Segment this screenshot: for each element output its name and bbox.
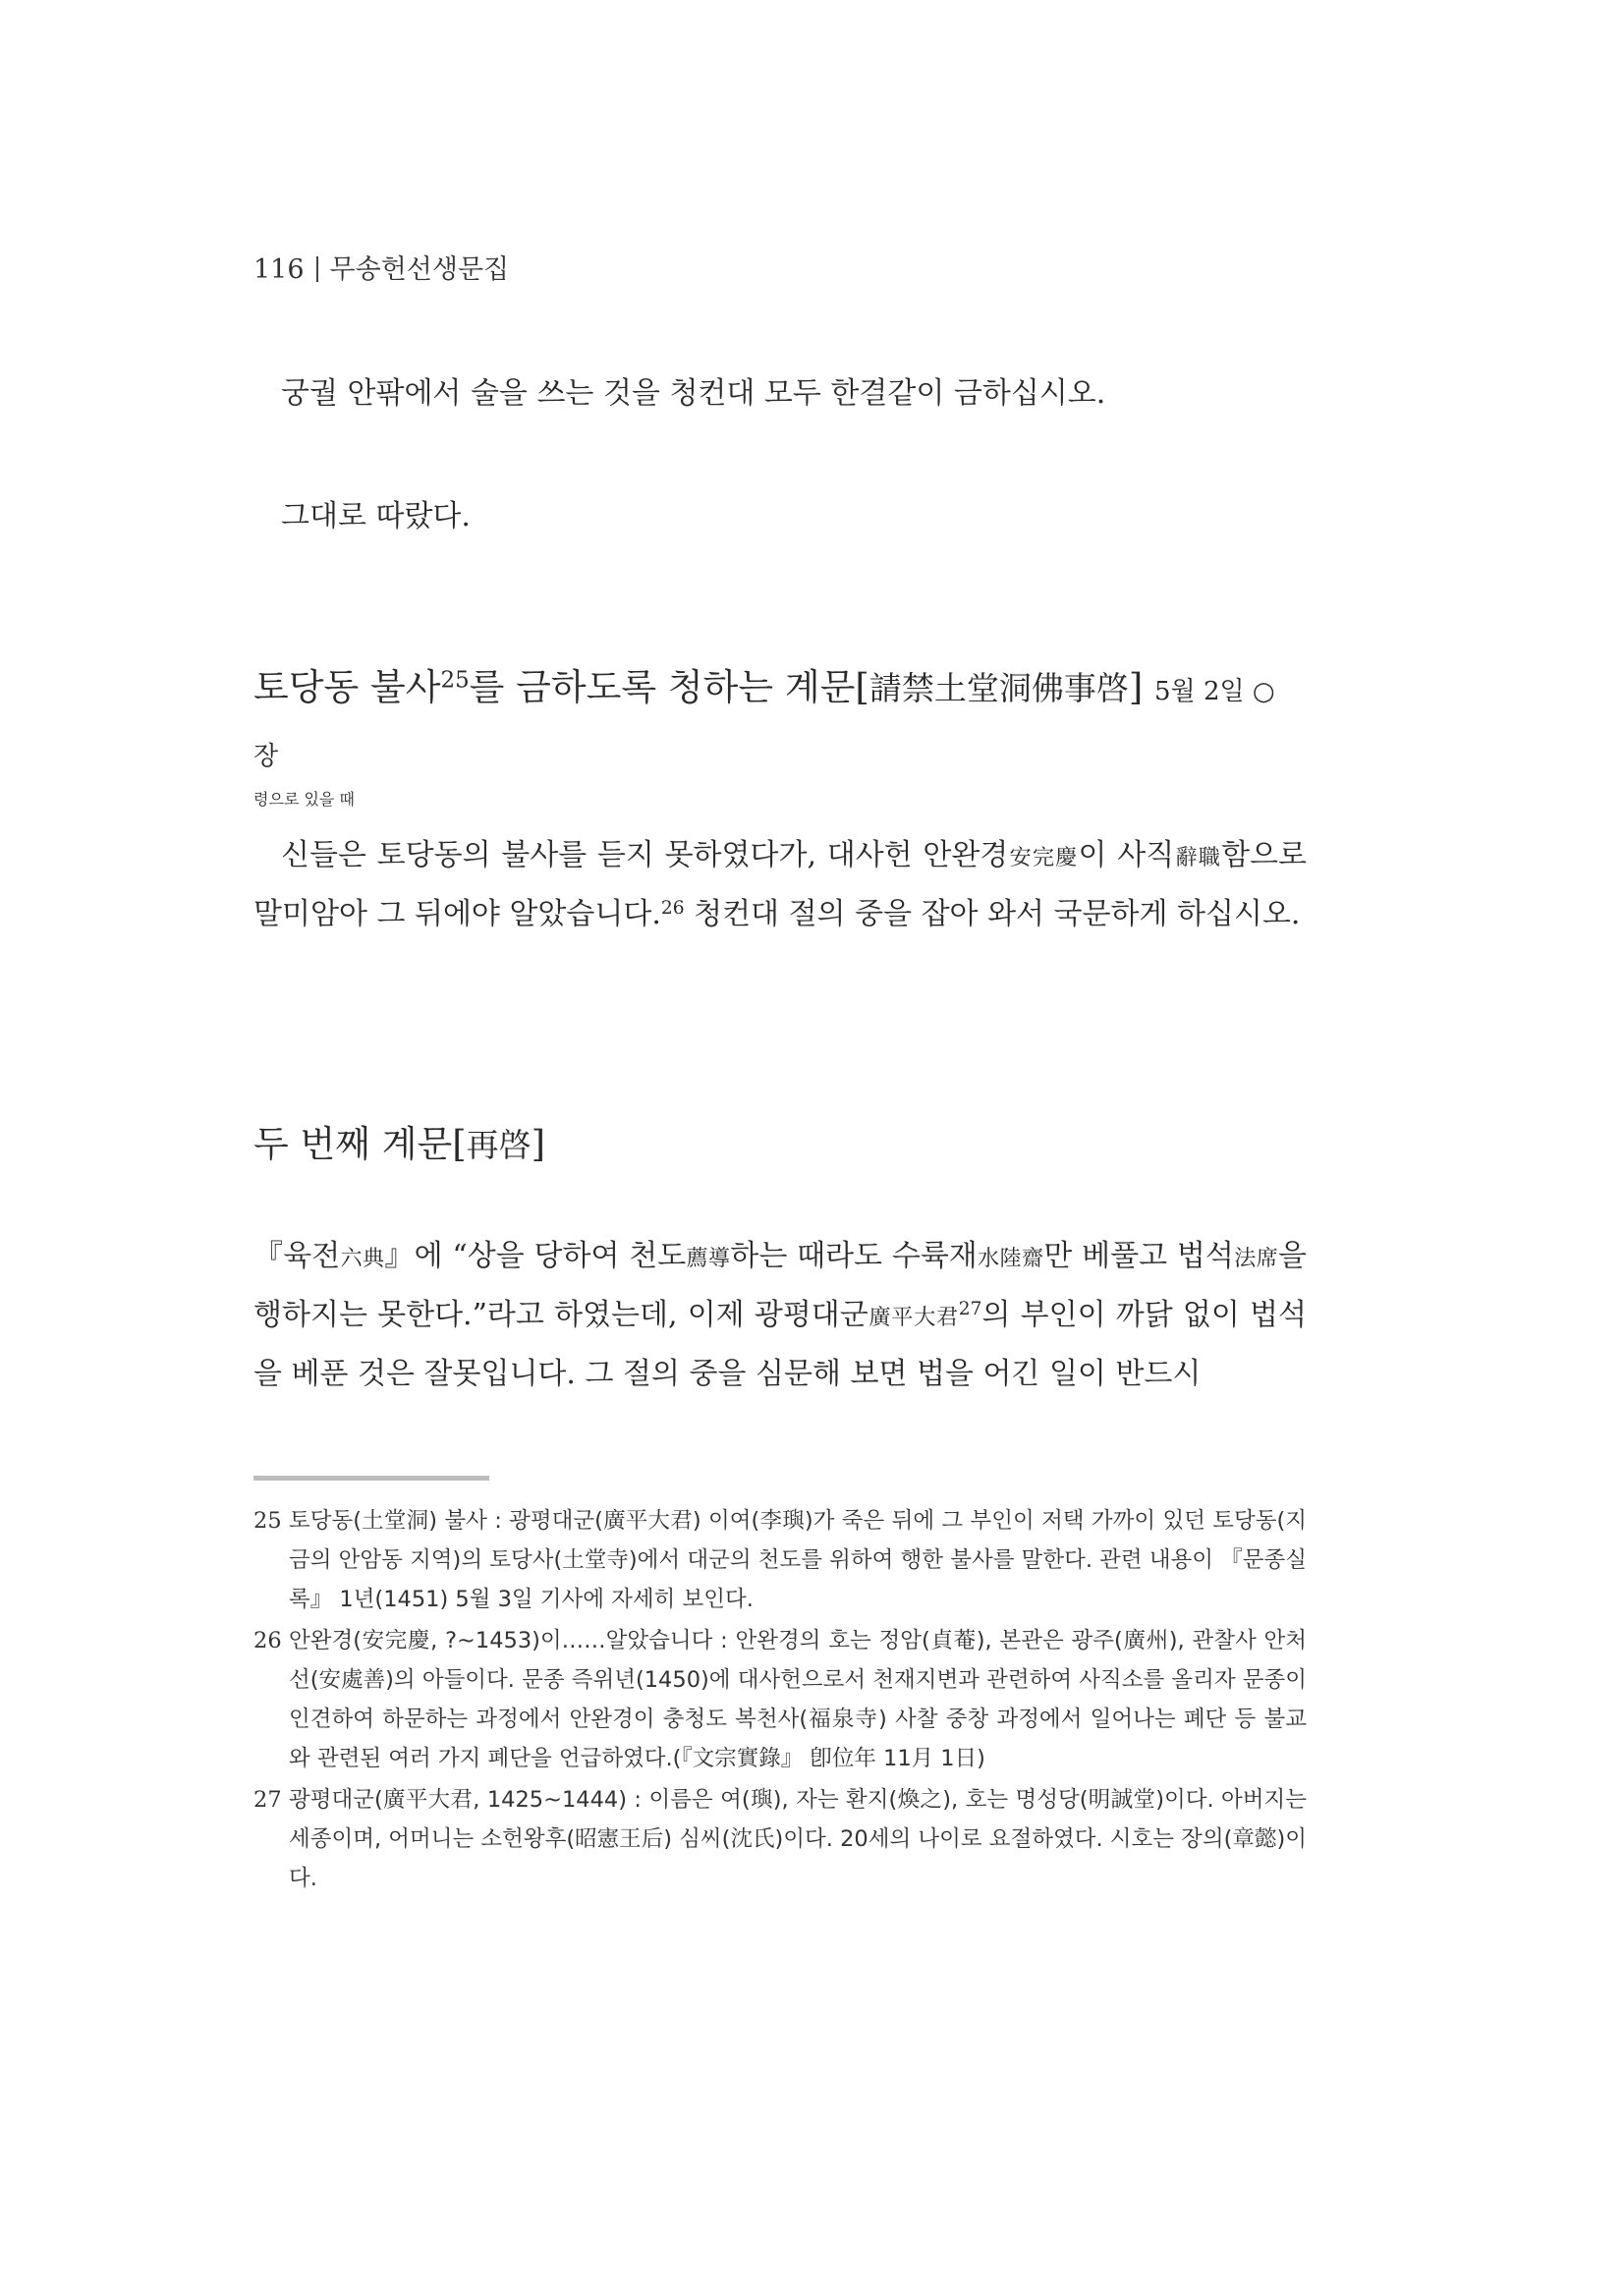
- footnote-ref-26: 26: [660, 897, 685, 919]
- text-run: 만 베풀고 법석: [1043, 1239, 1234, 1273]
- footnote-ref-25: 25: [440, 667, 470, 694]
- footnote-number: 26: [253, 1628, 282, 1653]
- section-title: [253, 657, 1307, 787]
- paragraph-3: [253, 827, 1307, 943]
- footnote-number: 27: [253, 1787, 282, 1813]
- paragraph-2: [253, 488, 1307, 545]
- text-run: 을 행하지는 못한다.”라고 하였는데, 이제 광평대군: [253, 1239, 1308, 1332]
- text-run: 함으로 말미암아 그 뒤에야 알았습니다.: [253, 838, 1308, 931]
- footnote-25: [253, 1501, 1307, 1619]
- text-run: 신들은 토당동의 불사를 듣지 못하였다가, 대사헌 안완경: [281, 838, 1009, 872]
- hanja-gloss: 六典: [340, 1246, 385, 1271]
- title-bracket: ]: [1128, 666, 1144, 708]
- running-header: [253, 248, 509, 286]
- title-hanja: 請禁土堂洞佛事啓: [868, 669, 1129, 707]
- title-bracket: ]: [531, 1123, 546, 1165]
- body-paragraph: 궁궐 안팎에서 술을 쓰는 것을 청컨대 모두 한결같이 금하십시오.: [281, 376, 1106, 411]
- body-paragraph: 그대로 따랐다.: [281, 499, 471, 533]
- title-date-note-cont: 령으로 있을 때: [253, 790, 355, 809]
- title-text: 를 금하도록 청하는 계문[: [469, 666, 869, 708]
- section-heading-1: [253, 657, 1307, 810]
- text-run: 이 사직: [1078, 838, 1175, 872]
- footnote-text: 토당동(土堂洞) 불사 : 광평대군(廣平大君) 이여(李璵)가 죽은 뒤에 그 부인이 저택 가까이 있던 토당동(지금의 안암동 지역)의 토당사(土堂寺)에서 대군의 천도를 위하여 행한 불사를 말한다. 관련 내용이 『문종실록』 1년(1451) 5월 3일 기사에 자세히 보인다.: [289, 1508, 1307, 1612]
- paragraph-1: [253, 365, 1307, 422]
- footnote-number: 25: [253, 1508, 282, 1534]
- hanja-gloss: 廣平大君: [868, 1305, 959, 1330]
- text-run: 의 부인이 까닭 없이 법석을 베푼 것은 잘못입니다. 그 절의 중을 심문해 보면 법을 어긴 일이 반드시: [253, 1298, 1307, 1391]
- title-text: 두 번째 계문[: [253, 1123, 467, 1165]
- title-hanja: 再啓: [466, 1126, 532, 1164]
- body-paragraph: [253, 827, 1307, 943]
- footnotes: [253, 1501, 1307, 1900]
- footnote-text: 광평대군(廣平大君, 1425~1444) : 이름은 여(璵), 자는 환지(煥之), 호는 명성당(明誠堂)이다. 아버지는 세종이며, 어머니는 소헌왕후(昭憲王后) 심씨(沈氏)이다. 20세의 나이로 요절하였다. 시호는 장의(章懿)이다.: [289, 1787, 1307, 1891]
- hanja-gloss: 水陸齋: [977, 1246, 1044, 1271]
- text-run: 『육전: [253, 1239, 341, 1273]
- title-text: 토당동 불사: [253, 666, 441, 708]
- footnote-27: [253, 1780, 1307, 1898]
- section-heading-2: [253, 1114, 1307, 1176]
- section-title: [253, 1114, 1307, 1176]
- title-date-note: 5월 2일 ○ 장: [253, 677, 1275, 771]
- header-divider: [316, 256, 318, 282]
- hanja-gloss: 辭職: [1174, 845, 1222, 870]
- paragraph-4: [253, 1228, 1307, 1403]
- hanja-gloss: 薦導: [686, 1246, 731, 1271]
- footnote-text: 안완경(安完慶, ?~1453)이……알았습니다 : 안완경의 호는 정암(貞菴), 본관은 광주(廣州), 관찰사 안처선(安處善)의 아들이다. 문종 즉위년(1450)에 대사헌으로서 천재지변과 관련하여 사직소를 올리자 문종이 인견하여 하문하는 과정에서 안완경이 충청도 복천사(福泉寺) 사찰 중창 과정에서 일어나는 폐단 등 불교와 관련된 여러 가지 폐단을 언급하였다.(『文宗實錄』 卽位年 11月 1日): [289, 1628, 1307, 1771]
- text-run: 』에 “상을 당하여 천도: [384, 1239, 687, 1273]
- hanja-gloss: 安完慶: [1008, 845, 1079, 870]
- footnote-separator: [253, 1476, 489, 1481]
- text-run: 하는 때라도 수륙재: [730, 1239, 978, 1273]
- book-title: 무송헌선생문집: [329, 254, 510, 285]
- page-number: 116: [253, 254, 305, 285]
- text-run: 청컨대 절의 중을 잡아 와서 국문하게 하십시오.: [684, 897, 1301, 931]
- hanja-gloss: 法席: [1233, 1246, 1279, 1271]
- body-paragraph: [253, 1228, 1307, 1403]
- footnote-26: [253, 1621, 1307, 1778]
- footnote-ref-27: 27: [958, 1298, 982, 1319]
